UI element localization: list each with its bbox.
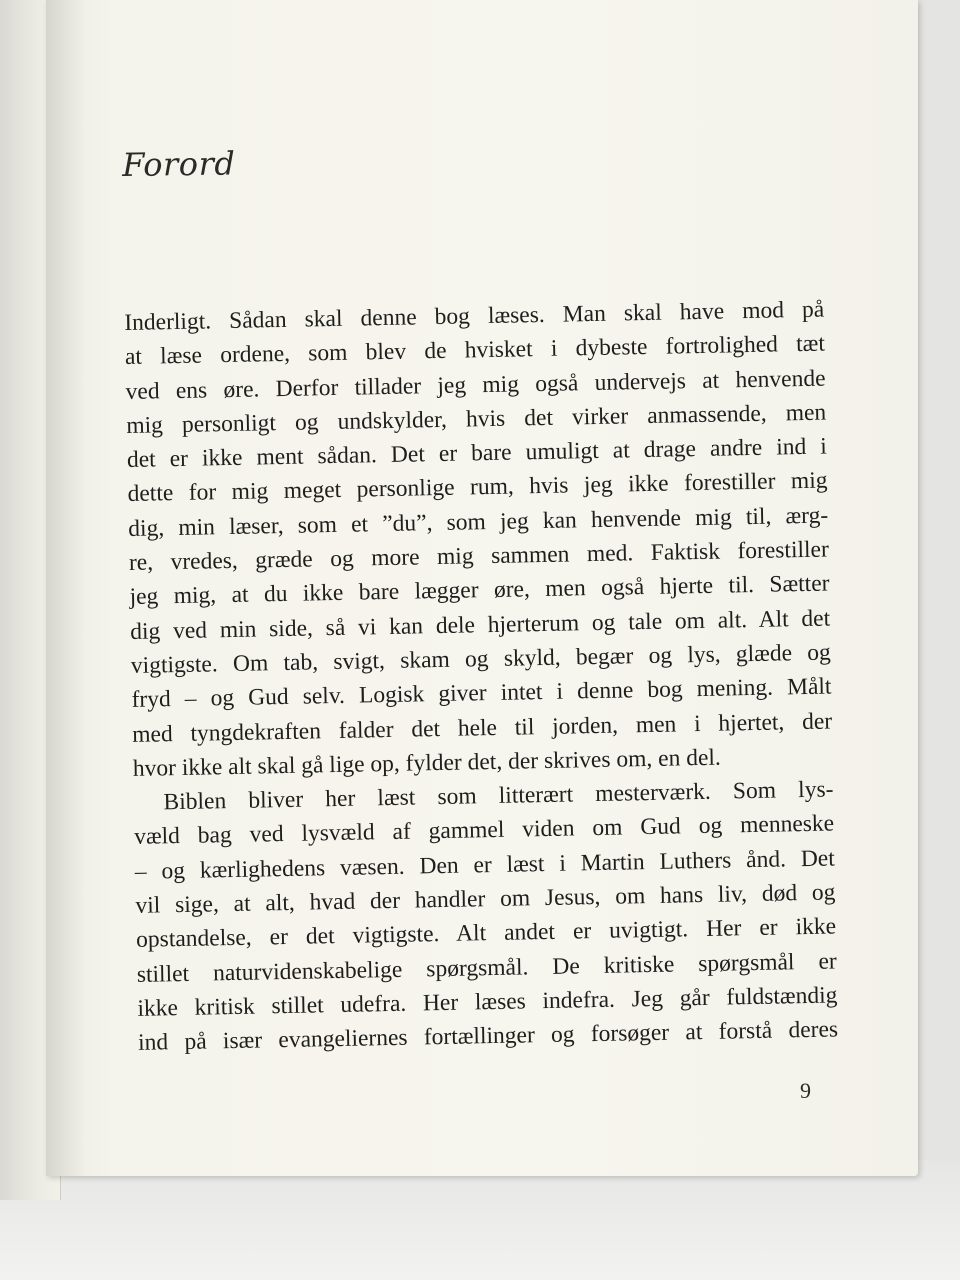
- table-surface: [0, 1160, 960, 1280]
- text-line: mig personligt og undskylder, hvis det virker anmassende, men: [126, 399, 827, 439]
- text-line: opstandelse, er det vigtigste. Alt andet er uvigtigt. Her er ikke: [135, 913, 837, 954]
- text-line: væld bag ved lysvæld af gammel viden om Gud og menneske: [133, 810, 835, 851]
- text-line: at læse ordene, som blev de hvisket i dybeste fortrolighed tæt: [124, 330, 826, 371]
- text-line: ikke kritisk stillet udefra. Her læses indefra. Jeg går fuldstændig: [137, 982, 838, 1022]
- text-line: fryd – og Gud selv. Logisk giver intet i denne bog mening. Målt: [131, 673, 832, 714]
- text-line: ind på især evangeliernes fortællinger og forsøger at forstå deres: [137, 1016, 839, 1057]
- text-line: ved ens øre. Derfor tillader jeg mig også undervejs at henvende: [125, 365, 826, 405]
- body-text: [124, 293, 838, 1061]
- text-line: Inderligt. Sådan skal denne bog læses. Man skal have mod på: [124, 296, 825, 336]
- chapter-heading: Forord: [122, 144, 236, 184]
- text-line: dig, min læser, som et ”du”, som jeg kan henvende mig til, ærg-: [128, 502, 829, 542]
- text-line: dig ved min side, så vi kan dele hjerterum og tale om alt. Alt det: [130, 605, 831, 645]
- text-line: Biblen bliver her læst som litterært mesterværk. Som lys-: [163, 776, 834, 816]
- text-line: dette for mig meget personlige rum, hvis jeg ikke forestiller mig: [127, 468, 828, 508]
- text-line: hvor ikke alt skal gå lige op, fylder det, der skrives om, en del.: [132, 744, 722, 782]
- page-number: 9: [800, 1078, 811, 1103]
- text-line: jeg mig, at du ikke bare lægger øre, men også hjerte til. Sætter: [129, 570, 830, 611]
- text-line: – og kærlighedens væsen. Den er læst i Martin Luthers ånd. Det: [134, 845, 835, 885]
- text-line: vigtigste. Om tab, svigt, skam og skyld, begær og lys, glæde og: [130, 639, 832, 679]
- text-line: med tyngdekraften falder det hele til jorden, men i hjertet, der: [131, 708, 833, 748]
- text-line: det er ikke ment sådan. Det er bare umuligt at drage andre ind i: [126, 433, 828, 474]
- text-line: re, vredes, græde og more mig sammen med. Faktisk forestiller: [128, 536, 830, 577]
- text-line: stillet naturvidenskabelige spørgsmål. De kritiske spørgsmål er: [136, 948, 837, 988]
- text-line: vil sige, at alt, hvad der handler om Jesus, om hans liv, død og: [135, 879, 836, 919]
